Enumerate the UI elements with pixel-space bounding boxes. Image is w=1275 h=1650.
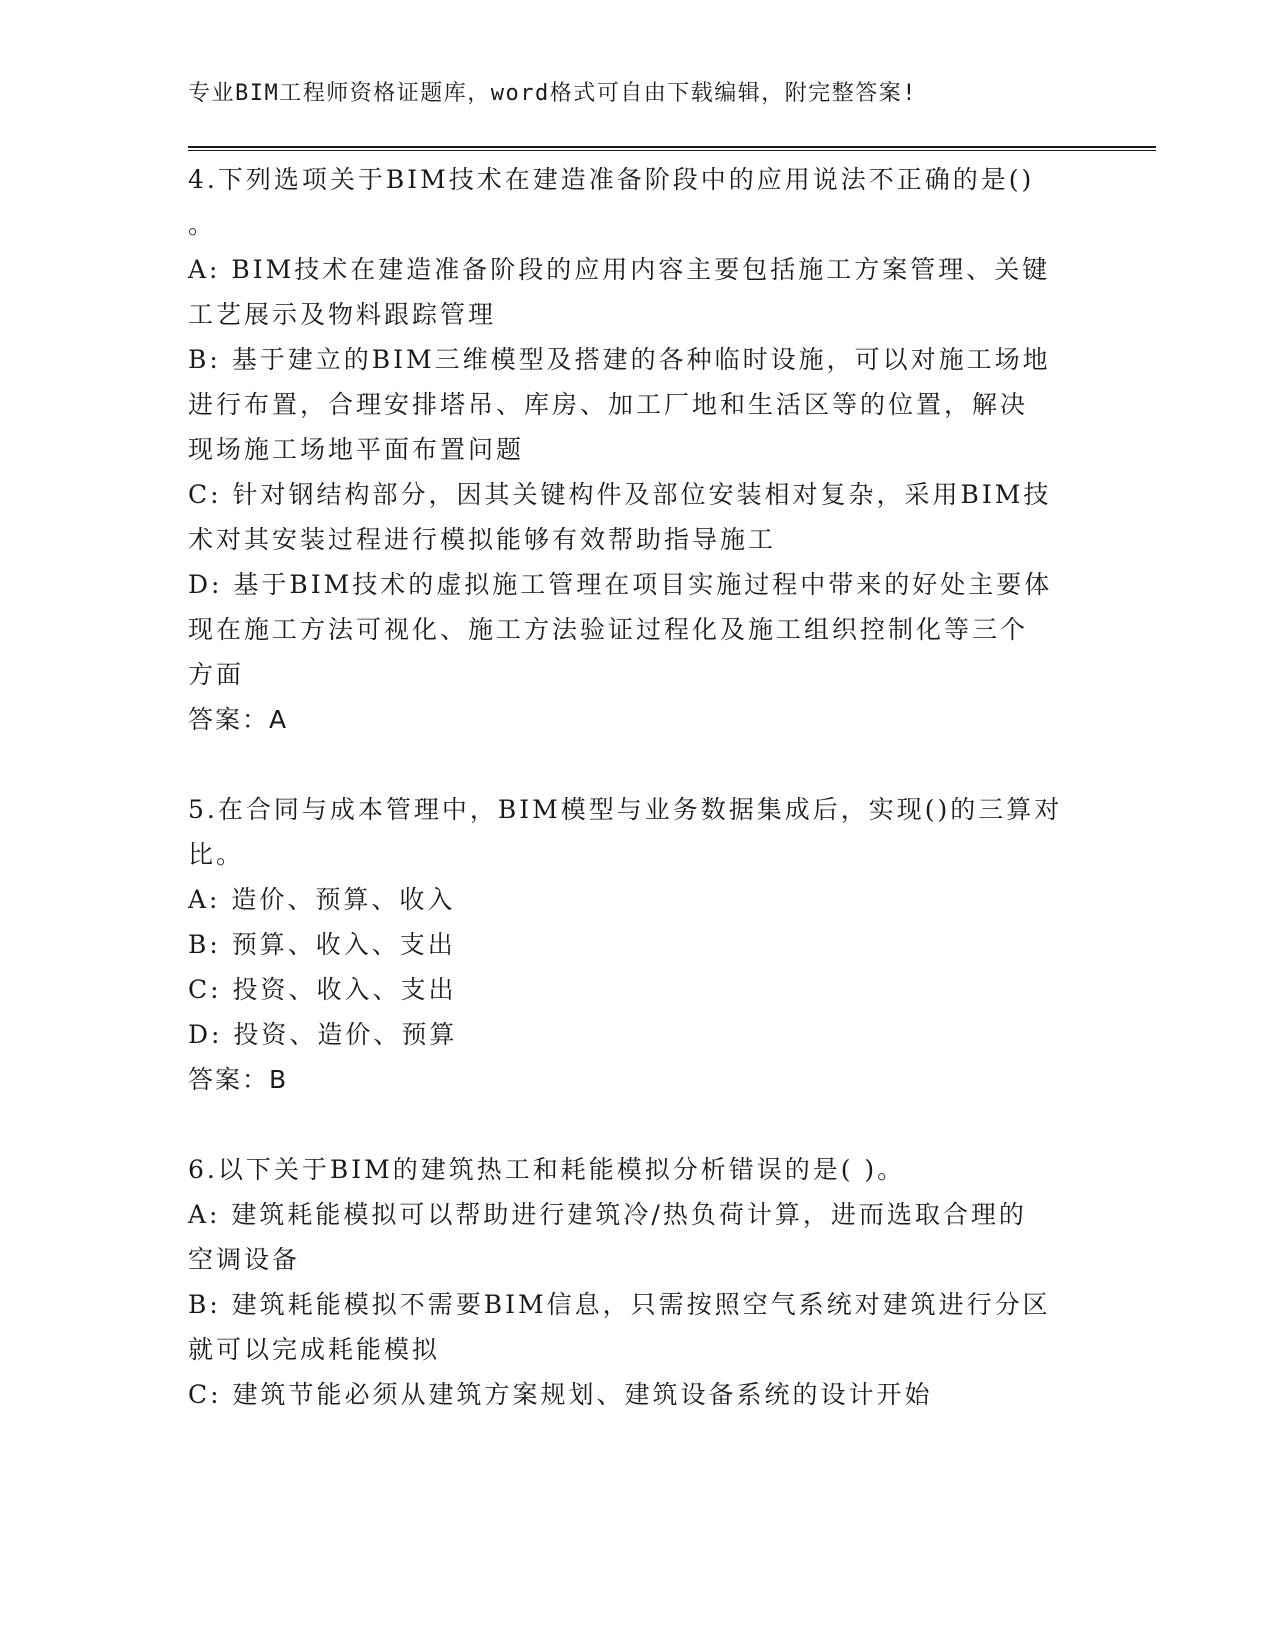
question-6 <box>188 1147 1093 1417</box>
option-text: B: 预算、收入、支出 <box>188 930 456 959</box>
option-text: 就可以完成耗能模拟 <box>188 1335 441 1364</box>
option-text: B: 基于建立的BIM三维模型及搭建的各种临时设施，可以对施工场地 <box>188 345 1051 374</box>
option-text: 工艺展示及物料跟踪管理 <box>188 300 497 329</box>
option-text: 现场施工场地平面布置问题 <box>188 435 525 464</box>
answer-line: 答案：B <box>188 1065 289 1094</box>
page-header: 专业BIM工程师资格证题库，word格式可自由下载编辑，附完整答案! <box>188 81 917 106</box>
option-text: D: 投资、造价、预算 <box>188 1020 458 1049</box>
option-text: 现在施工方法可视化、施工方法验证过程化及施工组织控制化等三个 <box>188 615 1029 644</box>
option-text: 方面 <box>188 660 245 689</box>
option-text: 进行布置，合理安排塔吊、库房、加工厂地和生活区等的位置，解决 <box>188 390 1029 419</box>
question-stem: 5.在合同与成本管理中，BIM模型与业务数据集成后，实现()的三算对 <box>188 795 1063 824</box>
option-text: 术对其安装过程进行模拟能够有效帮助指导施工 <box>188 525 777 554</box>
option-text: C: 建筑节能必须从建筑方案规划、建筑设备系统的设计开始 <box>188 1380 933 1409</box>
option-text: D: 基于BIM技术的虚拟施工管理在项目实施过程中带来的好处主要体 <box>188 570 1053 599</box>
question-stem: 。 <box>188 210 217 239</box>
option-text: A: BIM技术在建造准备阶段的应用内容主要包括施工方案管理、关键 <box>188 255 1051 284</box>
question-stem: 6.以下关于BIM的建筑热工和耗能模拟分析错误的是( )。 <box>188 1155 906 1184</box>
header-divider <box>188 146 1156 151</box>
question-stem: 比。 <box>188 840 245 869</box>
question-list <box>188 157 1093 1417</box>
option-text: A: 建筑耗能模拟可以帮助进行建筑冷/热负荷计算，进而选取合理的 <box>188 1200 1027 1229</box>
answer-line: 答案：A <box>188 705 289 734</box>
option-text: A: 造价、预算、收入 <box>188 885 456 914</box>
question-5 <box>188 787 1093 1102</box>
question-4 <box>188 157 1093 742</box>
option-text: C: 针对钢结构部分，因其关键构件及部位安装相对复杂，采用BIM技 <box>188 480 1052 509</box>
option-text: 空调设备 <box>188 1245 301 1274</box>
question-stem: 4.下列选项关于BIM技术在建造准备阶段中的应用说法不正确的是() <box>188 165 1035 194</box>
option-text: B: 建筑耗能模拟不需要BIM信息，只需按照空气系统对建筑进行分区 <box>188 1290 1051 1319</box>
option-text: C: 投资、收入、支出 <box>188 975 457 1004</box>
